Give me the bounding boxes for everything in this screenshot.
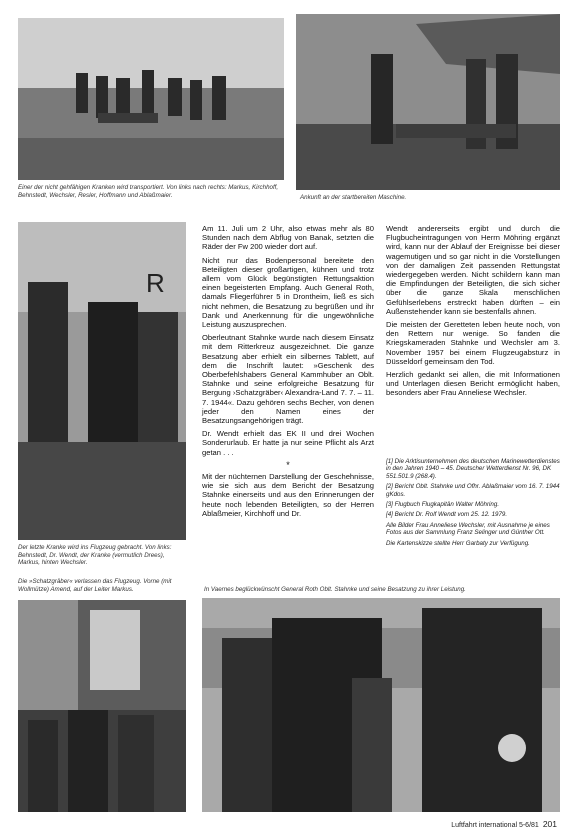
paragraph: Wendt andererseits ergibt und durch die Flugbucheintragungen von Herrn Möhring ergänzt wird, kann nur der Ablauf der Ereignisse bei dieser wagemutigen und so gar nicht in die Vorstellungen von der damaligen Zeit passenden Rettungstat wiedergegeben werden. Nicht schildern kann man die Empfindungen der Beteiligten, die sich sicher über die ganze Skala menschlichen Gefühlserlebens erstreckt haben dürften – ein Außenstehender kann sie bestenfalls ahnen. [386,224,560,316]
footnotes [386,458,560,550]
article-column-2 [386,224,560,402]
svg-text:R: R [146,268,165,298]
photo-credits: Alle Bilder Frau Anneliese Wechsler, mit Ausnahme je eines Fotos aus der Sammlung Franz Selinger und Günther Ott. [386,521,550,537]
paragraph: Oberleutnant Stahnke wurde nach diesem Einsatz mit dem Ritterkreuz ausgezeichnet. Die ganze Besatzung aber erhielt ein silbernes Tablett, auf dem die Inschrift lautet: »Geschenk des Oberbefehlshabers General Kammhuber an Oblt. Stahnke und seine erfolgreiche Besatzung für Bergung ›Schatzgräber‹ Alexandra-Land 7. 7. – 11. 7. 1944«. Dazu gehören sechs Becher, von denen jeder den Namen eines der Besatzungsangehörigen trägt. [202,333,374,426]
footnote: [4] Bericht Dr. Rolf Wendt vom 25. 12. 1979. [386,511,508,519]
paragraph: Herzlich gedankt sei allen, die mit Informationen und Unterlagen diesen Bericht ermöglicht haben, besonders aber Frau Anneliese Wechsler. [386,370,560,398]
footnote: [2] Bericht Oblt. Stahnke und Ofhr. Ablaßmaier vom 16. 7. 1944 gKdos. [386,483,560,498]
photo1-caption: Einer der nicht gehfähigen Kranken wird transportiert. Von links nach rechts: Markus, Kirchhoff, Behnstedt, Wechsler, Resler, Hoffmann und Ablaßmaier. [18,184,279,199]
photo-patient-transport [18,18,284,180]
map-credit: Die Kartenskizze stellte Herr Garbaty zur Verfügung. [386,539,530,547]
paragraph: Mit der nüchternen Darstellung der Geschehnisse, wie sie sich aus dem Bericht der Besatzung Stahnke einerseits und aus den Erinnerungen der heute noch lebenden Beteiligten, so der Herren Ablaßmeier, Kirchhoff und Dr. [202,472,374,518]
paragraph: Nicht nur das Bodenpersonal bereitete den Beteiligten dieser großartigen, kühnen und trotz allem vom Glück begünstigten Rettungsaktion einen begeisterten Empfang. Auch General Roth, damals Fliegerführer 5 in Drontheim, ließ es sich nicht nehmen, die Besatzung zu begrüßen und ihr Dank und Anerkennung für die ungewöhnliche Leistung auszusprechen. [202,255,374,330]
paragraph: Am 11. Juli um 2 Uhr, also etwas mehr als 80 Stunden nach dem Abflug von Banak, setzten die Räder der Fw 200 wieder dort auf. [202,224,374,252]
photo2-caption: Ankunft an der startbereiten Maschine. [300,194,407,201]
paragraph: Dr. Wendt erhielt das EK II und drei Wochen Sonderurlaub. Er hatte ja nur seine Pflicht als Arzt getan . . . [202,429,374,457]
photo5-caption: In Vaernes beglückwünscht General Roth Oblt. Stahnke und seine Besatzung zu ihrer Leistung. [204,586,466,593]
paragraph: Die meisten der Geretteten leben heute noch, von den Rettern nur wenige. So fanden die Kriegskameraden Stahnke und Wechsler am 3. November 1957 bei einem Flugzeugabsturz in Düsseldorf gemeinsam den Tod. [386,320,560,366]
section-separator: * [286,459,290,470]
page-number: 201 [542,819,557,829]
photo4-caption: Die »Schatzgräber« verlassen das Flugzeug. Vorne (mit Wollmütze) Amend, auf der Leiter Markus. [18,578,172,593]
photo-general-roth-congratulates [202,598,560,812]
photo-last-patient-boarding [18,222,186,540]
photo-leaving-aircraft [18,600,186,812]
page-footer [451,819,557,829]
footnote: [3] Flugbuch Flugkapitän Walter Möhring. [386,501,500,509]
photo-arrival-aircraft [296,14,560,190]
photo3-caption: Der letzte Kranke wird ins Flugzeug gebracht. Von links: Behnstedt, Dr. Wendt, der Kranke (vermutlich Drees), Markus, hinten Wechsler. [18,544,172,567]
article-column-1 [202,224,374,522]
footnote: [1] Die Arktisunternehmen des deutschen Marinewetterdienstes in den Jahren 1940 – 45. Deutscher Wetterdienst Nr. 96, DK 551.501.9 (268.4). [386,458,560,480]
magazine-name: Luftfahrt international 5-6/81 [451,822,539,829]
